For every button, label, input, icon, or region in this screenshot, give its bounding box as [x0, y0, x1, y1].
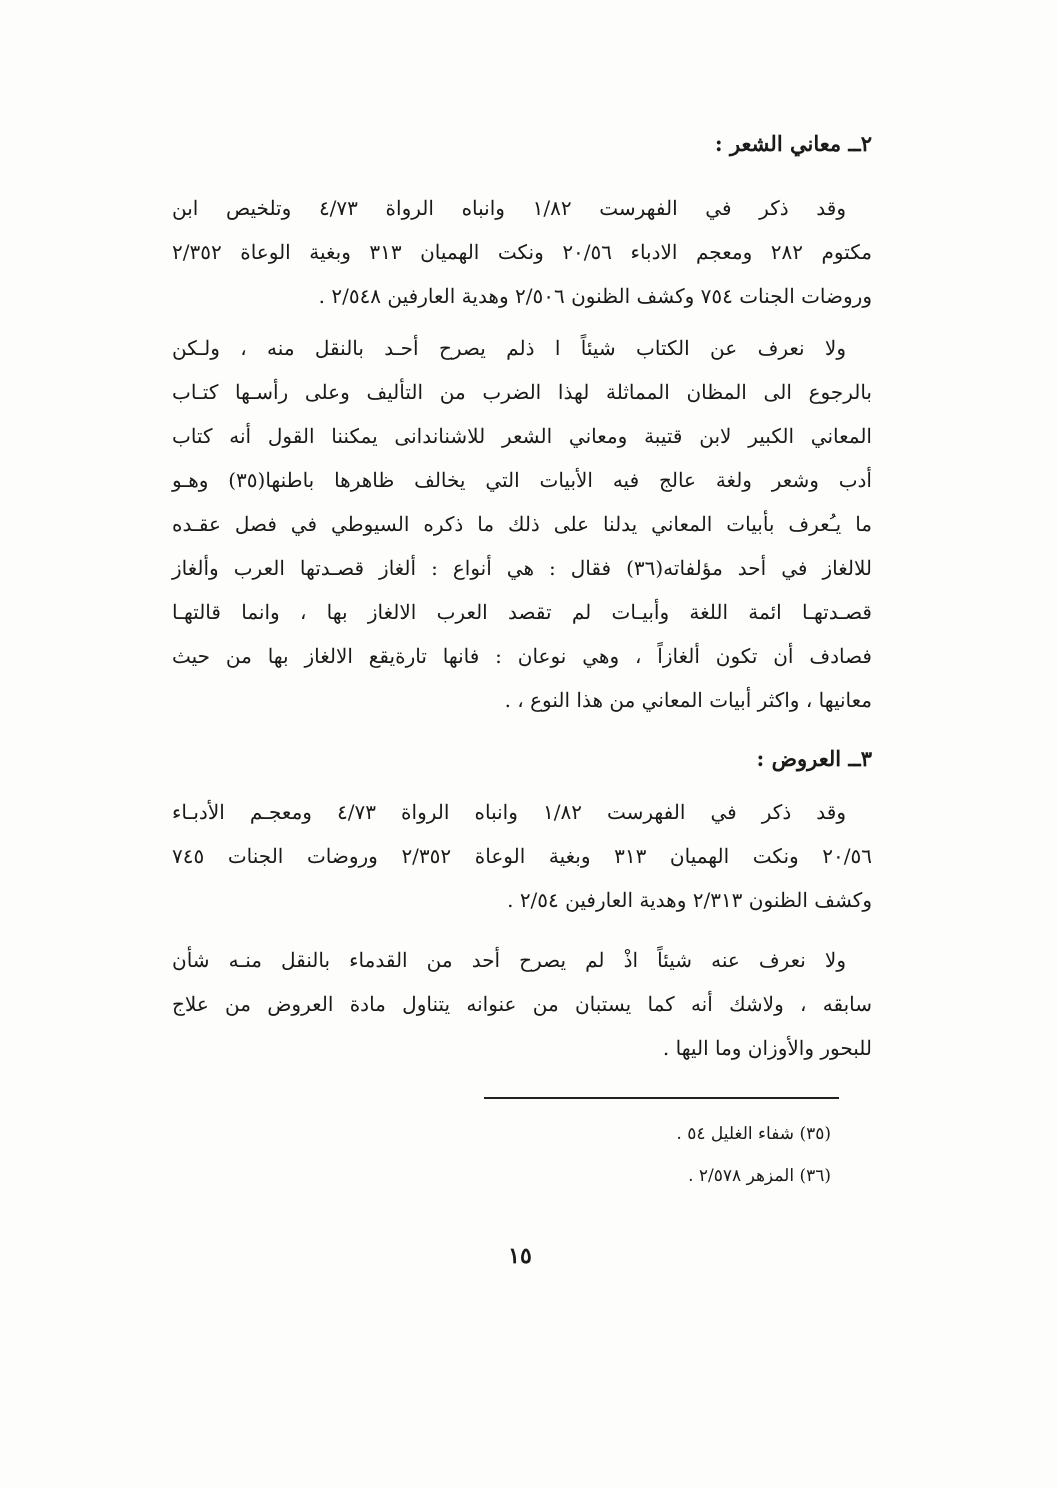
paragraph [172, 326, 872, 722]
text-line: للبحور والأوزان وما اليها . [662, 1036, 872, 1060]
text-line: ما يـُعرف بأبيات المعاني يدلنا على ذلك ما ذكره السيوطي في فصل عقـده [172, 512, 872, 536]
text-line: ٢٠/٥٦ ونكت الهميان ٣١٣ وبغية الوعاة ٢/٣٥٢ وروضات الجنات ٧٤٥ [172, 844, 872, 868]
section-heading-prosody: ٣ــ العروض : [756, 746, 872, 771]
paragraph [172, 186, 872, 318]
text-line: وروضات الجنات ٧٥٤ وكشف الظنون ٢/٥٠٦ وهدية العارفين ٢/٥٤٨ . [318, 284, 872, 308]
page-number: ١٥ [508, 1243, 532, 1269]
text-line: أدب وشعر ولغة عالج فيه الأبيات التي يخالف ظاهرها باطنها(٣٥) وهـو [172, 468, 872, 492]
text-line: فصادف أن تكون ألغازاً ، وهي نوعان : فانها تارةيقع الالغاز بها من حيث [172, 644, 872, 668]
text-line: وقد ذكر في الفهرست ١/٨٢ وانباه الرواة ٤/٧٣ وتلخيص ابن [172, 196, 847, 220]
text-line: للالغاز في أحد مؤلفاته(٣٦) فقال : هي أنواع : ألغاز قصـدتها العرب وألغاز [172, 556, 872, 580]
text-line: بالرجوع الى المظان المماثلة لهذا الضرب من التأليف وعلى رأسـها كتـاب [172, 380, 872, 404]
footnote-separator [484, 1097, 839, 1099]
section-heading-poetry-meanings: ٢ــ معاني الشعر : [714, 131, 872, 156]
text-line: معانيها ، واكثر أبيات المعاني من هذا النوع ، . [504, 688, 872, 712]
text-line: المعاني الكبير لابن قتيبة ومعاني الشعر للاشناندانى يمكننا القول أنه كتاب [172, 424, 872, 448]
text-line: ولا نعرف عن الكتاب شيئاً ا ذلم يصرح أحـد بالنقل منه ، ولـكن [172, 336, 846, 360]
text-line: وكشف الظنون ٢/٣١٣ وهدية العارفين ٢/٥٤ . [507, 888, 872, 912]
text-line: وقد ذكر في الفهرست ١/٨٢ وانباه الرواة ٤/٧٣ ومعجـم الأدبـاء [172, 800, 847, 824]
footnote: (٣٥) شفاء الغليل ٥٤ . [676, 1124, 831, 1144]
text-line: سابقه ، ولاشك أنه كما يستبان من عنوانه يتناول مادة العروض من علاج [172, 992, 872, 1016]
text-line: ولا نعرف عنه شيئاً اذْ لم يصرح أحد من القدماء بالنقل منـه شأن [172, 948, 846, 972]
footnote: (٣٦) المزهر ٢/٥٧٨ . [688, 1166, 831, 1186]
paragraph [172, 790, 872, 922]
text-line: مكتوم ٢٨٢ ومعجم الادباء ٢٠/٥٦ ونكت الهميان ٣١٣ وبغية الوعاة ٢/٣٥٢ [172, 240, 873, 264]
text-line: قصـدتهـا ائمة اللغة وأبيـات لم تقصد العرب الالغاز بها ، وانما قالتهـا [172, 600, 872, 624]
paragraph [172, 938, 872, 1070]
